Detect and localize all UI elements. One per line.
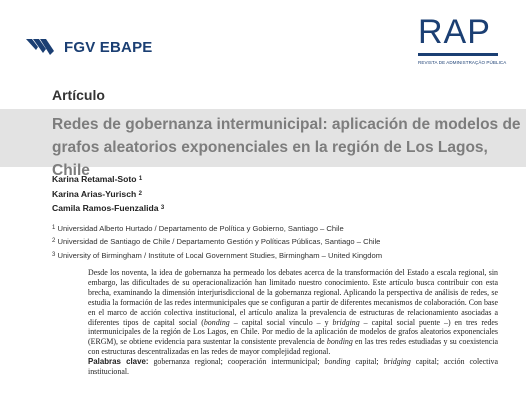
fgv-chevron-icon — [26, 38, 58, 56]
author-mark: 3 — [160, 205, 165, 211]
affiliation-item — [52, 235, 382, 248]
author-name: Karina Arias-Yurisch — [52, 188, 137, 199]
rap-logo-text: RAP — [418, 13, 491, 51]
author-mark: 1 — [138, 176, 143, 182]
affiliation-text: University of Birmingham / Institute of Local Government Studies, Birmingham – United Kingdom — [57, 250, 383, 260]
author-list — [52, 172, 164, 216]
author-item — [52, 187, 164, 202]
abstract-term-bonding: bonding — [326, 337, 353, 347]
affiliation-text: Universidad Alberto Hurtado / Departamento de Política y Gobierno, Santiago – Chile — [57, 224, 344, 233]
affiliation-mark: 1 — [52, 225, 56, 231]
title-line-2: grafos aleatorios exponenciales en la región de Los Lagos, Chile — [52, 139, 488, 179]
title-line-1: Redes de gobernanza intermunicipal: aplicación de modelos de — [52, 116, 521, 133]
keywords-label: Palabras clave: — [88, 357, 149, 367]
fgv-ebape-logo — [26, 38, 152, 56]
affiliation-mark: 2 — [52, 238, 56, 245]
abstract-term-bridging: bridging — [332, 317, 360, 327]
keywords-text: gobernanza regional; cooperación intermunicipal; — [148, 357, 325, 367]
keywords-text: capital; — [350, 357, 384, 367]
author-name: Camila Ramos-Fuenzalida — [52, 203, 159, 213]
author-mark: 2 — [138, 190, 142, 197]
keyword-term-bridging: bridging — [383, 357, 411, 367]
affiliation-mark: 3 — [52, 251, 56, 258]
author-item — [52, 201, 164, 216]
affiliation-item — [52, 249, 382, 262]
author-name: Karina Retamal-Soto — [52, 174, 137, 184]
abstract-paragraph — [88, 268, 498, 357]
abstract — [88, 268, 498, 377]
abstract-text: Desde los noventa, la idea de gobernanza ha permeado los debates acerca de la transformación del Estado a escala regional, sin embargo, las dificultades de su operacionalización han limitado nuestro conocimiento. Este artículo busca contribuir con esta brecha, examinando la dimensión interjurisdiccional de la gobernanza regional. Aplicando la perspectiva de análisis de redes, se estudia la formación de las redes intermunicipales que se configuran a partir de diferentes mecanismos de colaboración. Con base en el marco de acción colectiva institucional, el artículo analiza la prevalencia de estructuras de relacionamiento asociadas a diferentes tipos de capital social ( — [88, 268, 498, 327]
affiliation-text: Universidad de Santiago de Chile / Departamento Gestión y Políticas Públicas, Santiago – Chile — [57, 237, 381, 247]
keyword-term-bonding: bonding — [324, 357, 351, 367]
rap-logo — [418, 13, 507, 72]
abstract-text: – capital social vínculo – y — [229, 317, 333, 327]
rap-logo-subtitle: REVISTA DE ADMINISTRAÇÃO PÚBLICA — [418, 60, 507, 65]
section-label: Artículo — [52, 87, 105, 103]
abstract-text: en las tres redes estudiadas y su coexistencia con estructuras descentralizadas en las redes de mayor complejidad regional. — [88, 337, 498, 357]
fgv-logo-text: FGV EBAPE — [64, 38, 153, 56]
keywords-text: capital; acción colectiva institucional. — [88, 357, 498, 377]
affiliation-list — [52, 222, 382, 262]
keywords — [88, 357, 498, 377]
affiliation-item — [52, 222, 382, 235]
abstract-term-bonding: bonding — [203, 317, 230, 327]
author-item — [52, 172, 164, 187]
abstract-text: – capital social puente –) en tres redes intermunicipales de la región de Los Lagos, en Chile. Por medio de la aplicación de modelos de grafos aleatorios exponenciales (ERGM), se obtiene evidencia para sustentar la consistente prevalencia de — [88, 317, 498, 347]
rap-logo-bar — [418, 53, 498, 56]
